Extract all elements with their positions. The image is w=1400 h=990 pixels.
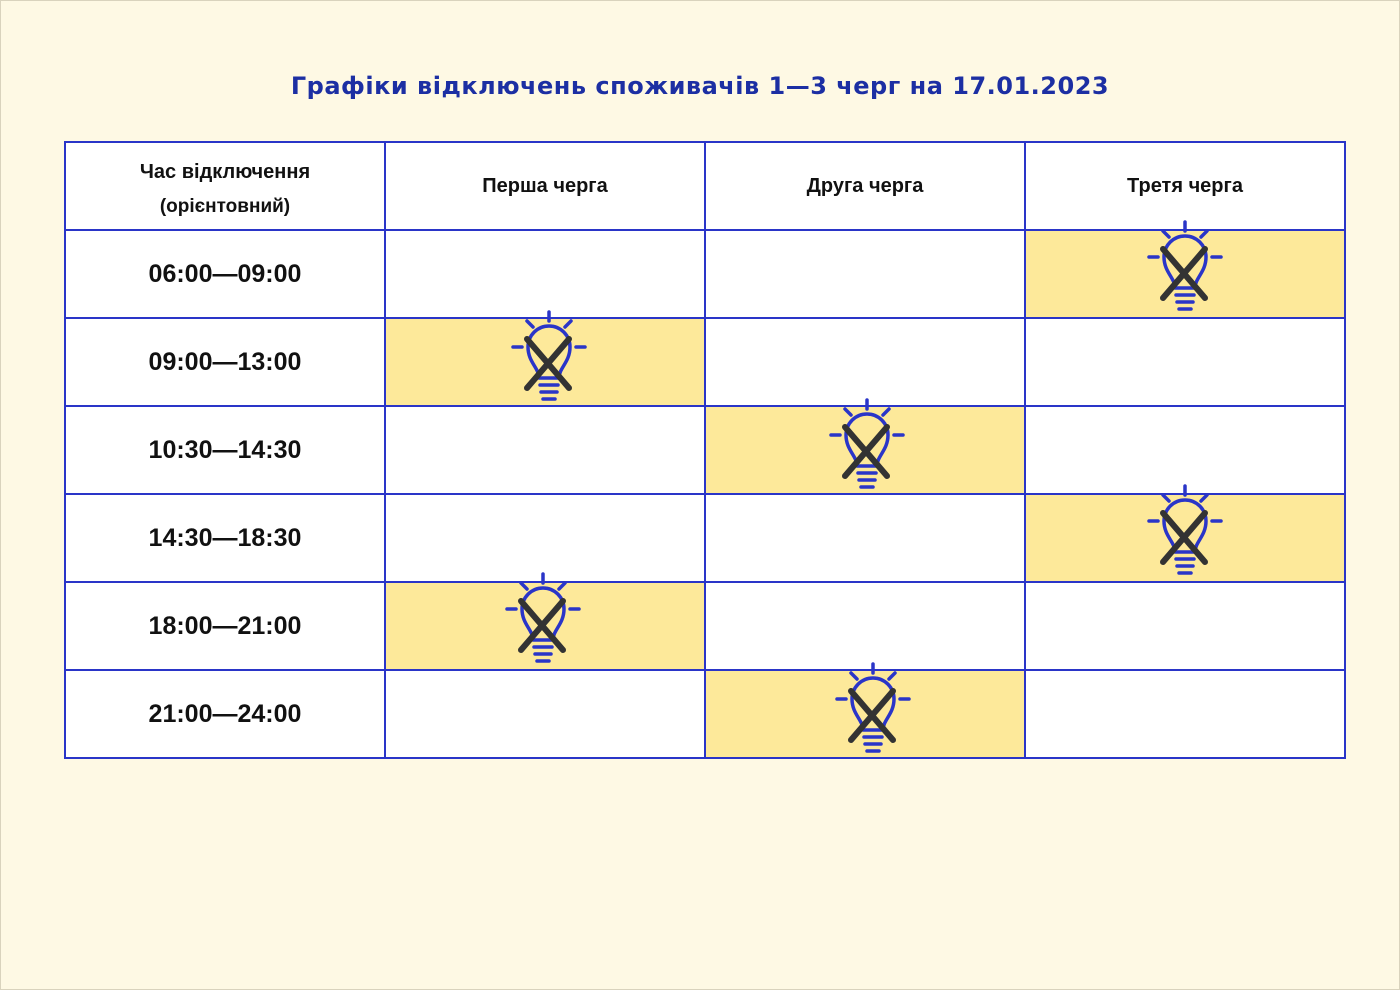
queue-cell xyxy=(1025,582,1345,670)
table-row xyxy=(65,230,1345,318)
queue-cell xyxy=(705,582,1025,670)
header-time-note: (орієнтовний) xyxy=(159,196,291,217)
time-slot: 18:00—21:00 xyxy=(65,582,385,670)
time-slot: 21:00—24:00 xyxy=(65,670,385,758)
table-row xyxy=(65,494,1345,582)
crossed-lightbulb-icon xyxy=(1145,480,1225,580)
crossed-lightbulb-icon xyxy=(1145,216,1225,316)
queue-cell xyxy=(1025,318,1345,406)
outage-cell xyxy=(385,318,705,406)
queue-cell xyxy=(1025,670,1345,758)
header-queue-3: Третя черга xyxy=(1025,142,1345,230)
page-title: Графіки відключень споживачів 1—3 черг на 17.01.2023 xyxy=(290,72,1110,100)
time-slot: 14:30—18:30 xyxy=(65,494,385,582)
crossed-lightbulb-icon xyxy=(833,658,913,758)
outage-cell xyxy=(1025,494,1345,582)
header-time xyxy=(65,142,385,230)
schedule-body xyxy=(65,230,1345,758)
header-time-label: Час відключення xyxy=(139,161,311,183)
outage-schedule-table xyxy=(64,141,1346,759)
queue-cell xyxy=(385,670,705,758)
outage-cell xyxy=(385,582,705,670)
table-row xyxy=(65,670,1345,758)
header-queue-2: Друга черга xyxy=(705,142,1025,230)
table-row xyxy=(65,318,1345,406)
crossed-lightbulb-icon xyxy=(503,568,583,668)
time-slot: 06:00—09:00 xyxy=(65,230,385,318)
queue-cell xyxy=(385,230,705,318)
crossed-lightbulb-icon xyxy=(509,306,589,406)
time-slot: 09:00—13:00 xyxy=(65,318,385,406)
crossed-lightbulb-icon xyxy=(827,394,907,494)
table-row xyxy=(65,582,1345,670)
time-slot: 10:30—14:30 xyxy=(65,406,385,494)
outage-cell xyxy=(1025,230,1345,318)
header-queue-1: Перша черга xyxy=(385,142,705,230)
outage-cell xyxy=(705,670,1025,758)
queue-cell xyxy=(705,230,1025,318)
queue-cell xyxy=(385,406,705,494)
queue-cell xyxy=(705,318,1025,406)
queue-cell xyxy=(705,494,1025,582)
outage-cell xyxy=(705,406,1025,494)
